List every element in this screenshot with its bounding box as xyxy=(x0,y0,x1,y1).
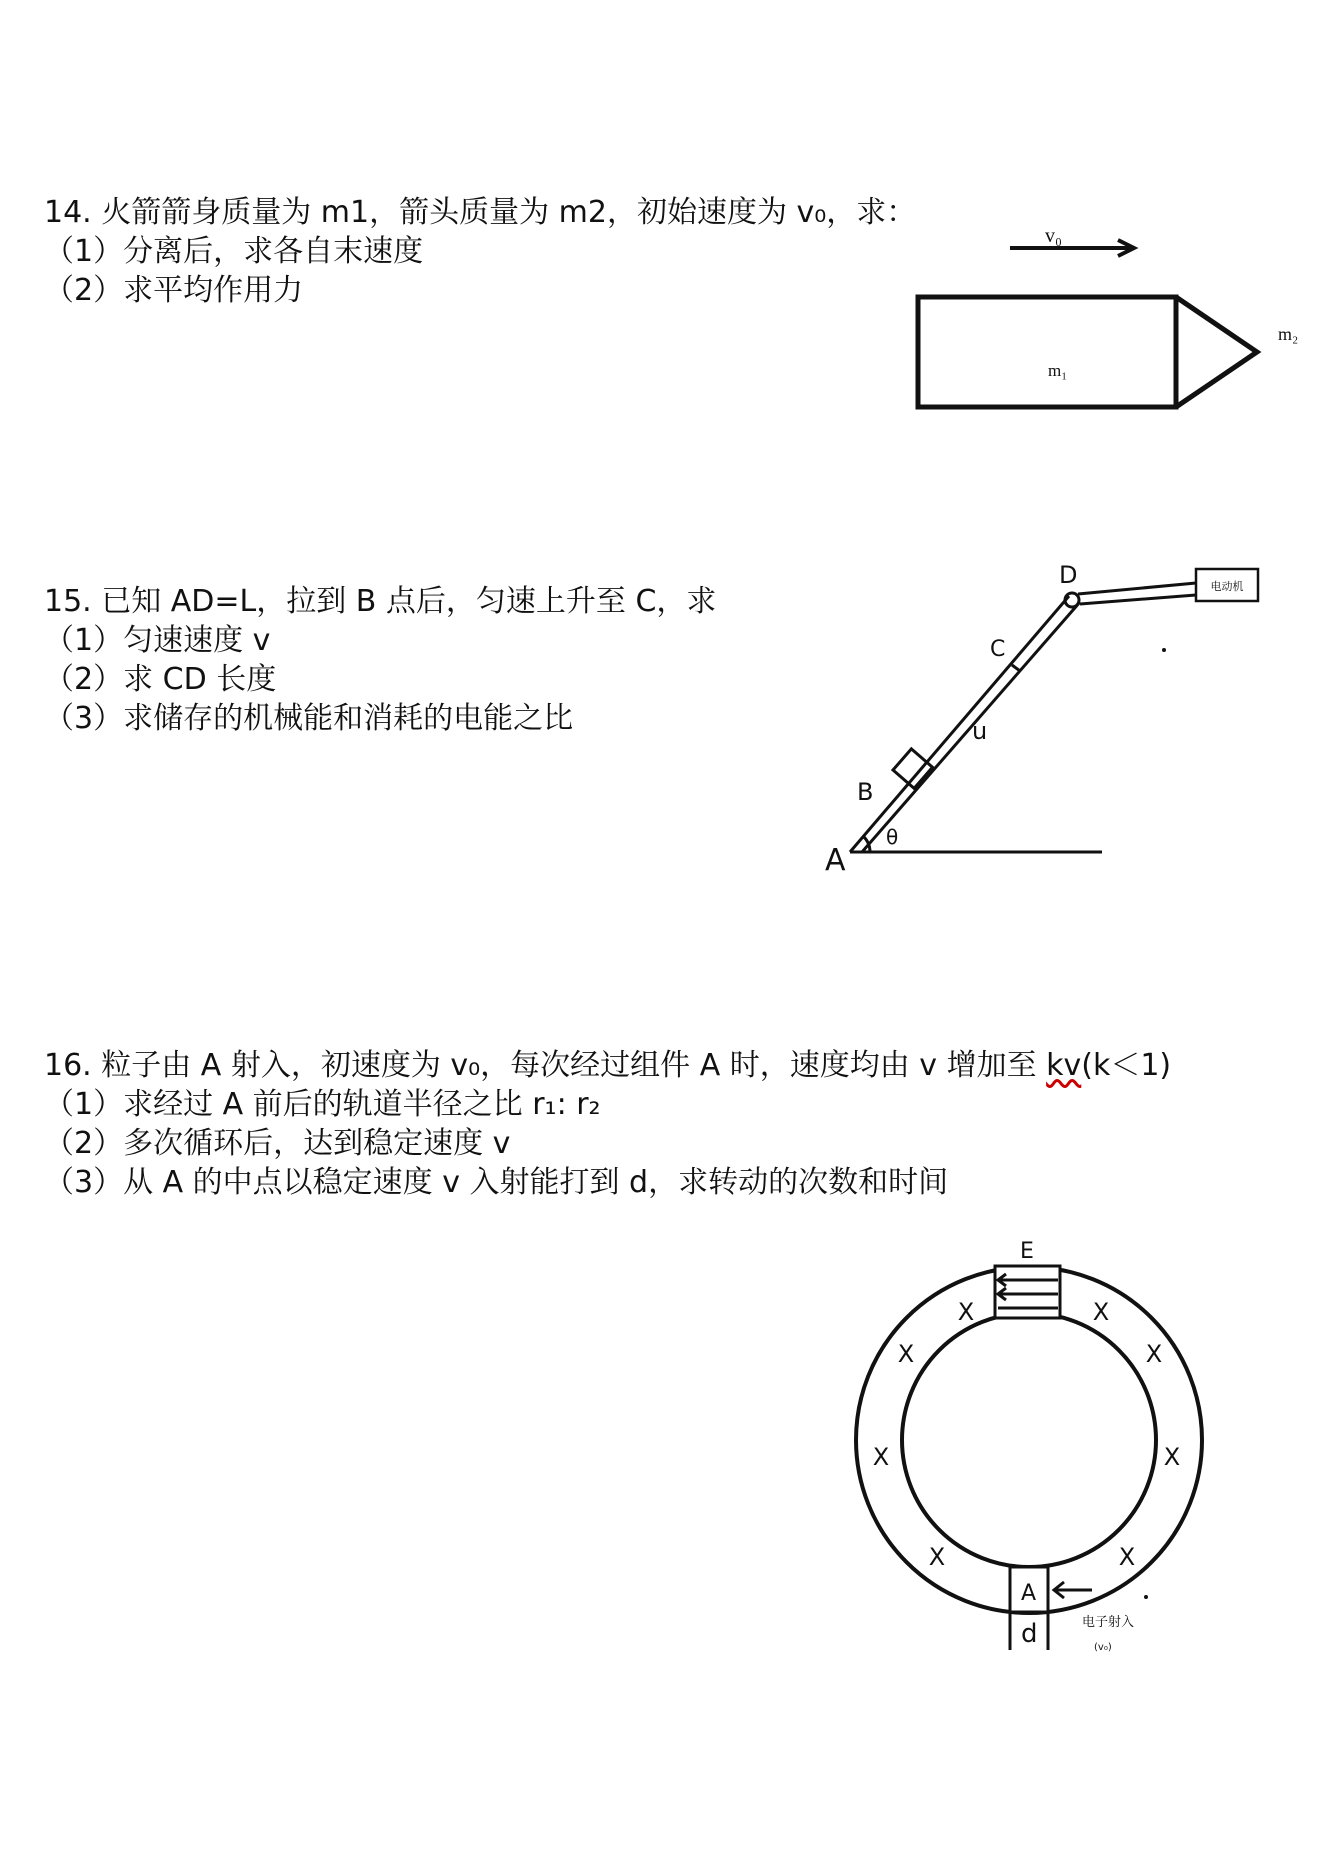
rocket-head xyxy=(1176,297,1257,407)
label-e: E xyxy=(1020,1239,1034,1264)
incline-line-lower xyxy=(850,596,1069,852)
question-14-stem: 14. 火箭箭身质量为 m1，箭头质量为 m2，初始速度为 v₀，求： xyxy=(44,195,917,230)
incline-figure xyxy=(850,569,1258,852)
field-mark: X xyxy=(1092,1298,1110,1326)
question-16-stem-post: (k＜1) xyxy=(1081,1048,1172,1083)
entry-label: 电子射入 xyxy=(1082,1615,1135,1630)
question-16-part-2: （2）多次循环后，达到稳定速度 v xyxy=(44,1126,511,1161)
field-mark: X xyxy=(957,1298,975,1326)
question-14-part-2: （2）求平均作用力 xyxy=(44,273,304,308)
motor-label: 电动机 xyxy=(1210,580,1244,593)
question-15-stem: 15. 已知 AD=L，拉到 B 点后，匀速上升至 C，求 xyxy=(44,584,717,619)
question-16-stem-kv: kv xyxy=(1046,1048,1082,1083)
question-15-part-3: （3）求储存的机械能和消耗的电能之比 xyxy=(44,701,574,736)
question-14-part-1: （1）分离后，求各自末速度 xyxy=(44,234,424,269)
label-a: A xyxy=(825,843,846,878)
inner-ring xyxy=(902,1313,1156,1567)
rocket-body xyxy=(918,297,1176,407)
rocket-body-label: m₁ xyxy=(1048,361,1068,380)
velocity-label: v₀ xyxy=(1045,225,1062,247)
label-d-gap: d xyxy=(1021,1619,1038,1649)
incline-line-upper xyxy=(862,602,1080,852)
field-mark: X xyxy=(872,1443,890,1471)
label-theta: θ xyxy=(886,825,899,849)
field-mark: X xyxy=(928,1543,946,1571)
incline-mark-c xyxy=(1012,665,1020,671)
field-mark: X xyxy=(1118,1543,1136,1571)
field-mark: X xyxy=(1145,1340,1163,1368)
question-16-part-1: （1）求经过 A 前后的轨道半径之比 r₁: r₂ xyxy=(44,1087,601,1122)
block-b xyxy=(893,749,933,789)
field-mark: X xyxy=(897,1340,915,1368)
cable-lower xyxy=(1080,595,1196,604)
question-16-stem-pre: 16. 粒子由 A 射入，初速度为 v₀，每次经过组件 A 时，速度均由 v 增加至 xyxy=(44,1048,1047,1083)
rocket-head-label: m₂ xyxy=(1278,324,1299,344)
question-15-part-1: （1）匀速速度 v xyxy=(44,623,271,658)
component-e xyxy=(995,1266,1060,1318)
cable-upper xyxy=(1078,583,1196,594)
rocket-figure xyxy=(918,240,1257,407)
label-mu: u xyxy=(972,717,988,745)
field-marks xyxy=(873,1298,1180,1571)
label-b: B xyxy=(857,778,874,806)
label-d: D xyxy=(1059,561,1078,589)
label-c: C xyxy=(990,637,1006,662)
field-mark: X xyxy=(1163,1443,1181,1471)
question-16-part-3: （3）从 A 的中点以稳定速度 v 入射能打到 d，求转动的次数和时间 xyxy=(44,1165,949,1200)
entry-speed-label: (v₀) xyxy=(1094,1642,1112,1653)
speck-2 xyxy=(1144,1595,1148,1599)
component-a-label: A xyxy=(1021,1581,1037,1606)
question-15-part-2: （2）求 CD 长度 xyxy=(44,662,277,697)
speck xyxy=(1162,648,1166,652)
